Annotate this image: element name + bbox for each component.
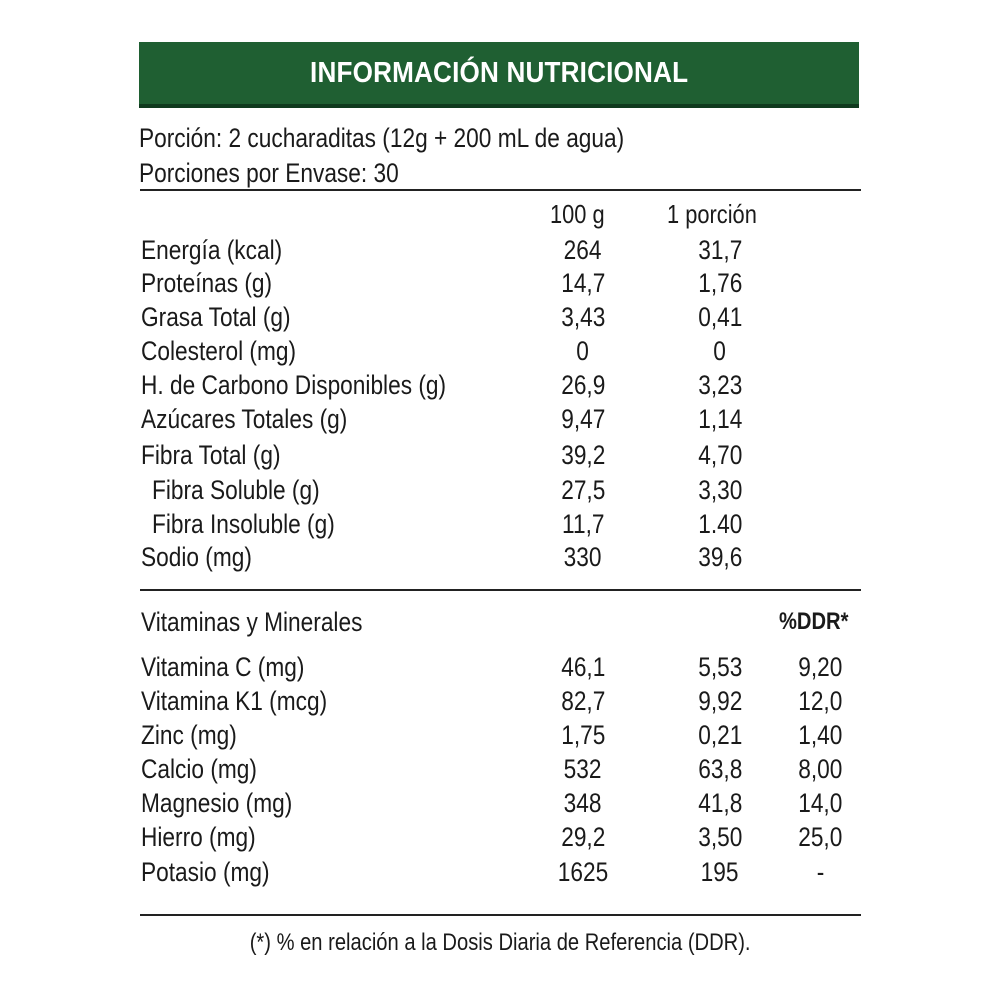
vitamins-section-title: [141, 606, 405, 638]
vitamin-value-100g-text: 532: [564, 754, 602, 784]
nutrient-row: [0, 301, 1000, 333]
vitamin-label: [141, 753, 279, 785]
vitamin-value-100g: [523, 685, 643, 717]
vitamin-value-100g-text: 82,7: [560, 686, 606, 716]
nutrient-value-portion: [660, 234, 780, 266]
nutrient-value-portion-text: 1,14: [697, 404, 743, 434]
vitamin-label: [141, 856, 294, 888]
vitamin-value-portion-text: 9,92: [697, 686, 743, 716]
nutrient-value-100g: [523, 541, 643, 573]
column-header-100g-text: 100 g: [550, 199, 606, 229]
nutrient-label-text: Energía (kcal): [141, 235, 283, 265]
vitamin-label: [141, 821, 278, 853]
nutrient-value-100g: [523, 403, 643, 435]
nutrient-value-portion: [660, 439, 780, 471]
nutrient-label: [141, 541, 273, 573]
nutrient-value-portion-text: 3,30: [697, 475, 743, 505]
vitamin-label-text: Vitamina C (mg): [141, 652, 305, 682]
nutrient-label-text: Fibra Soluble (g): [152, 475, 320, 505]
nutrient-label-text: Sodio (mg): [141, 542, 252, 572]
vitamin-value-ddr: [760, 719, 880, 751]
nutrient-value-100g-text: 14,7: [560, 268, 606, 298]
vitamin-row: [0, 719, 1000, 751]
nutrient-label-text: Fibra Total (g): [141, 440, 281, 470]
nutrient-label: [141, 439, 307, 471]
vitamin-row: [0, 787, 1000, 819]
nutrient-value-portion-text: 4,70: [697, 440, 743, 470]
servings-per-container-text: Porciones por Envase: 30: [139, 158, 399, 188]
nutrient-row: [0, 403, 1000, 435]
nutrient-value-100g: [523, 474, 643, 506]
nutrient-label: [141, 301, 319, 333]
nutrient-row: [0, 234, 1000, 266]
nutrient-label: [141, 267, 297, 299]
vitamin-value-100g: [523, 787, 643, 819]
vitamin-value-ddr-text: -: [816, 857, 824, 887]
vitamin-value-ddr: [760, 856, 880, 888]
nutrient-value-portion: [660, 403, 780, 435]
vitamin-value-ddr-text: 8,00: [797, 754, 843, 784]
nutrient-value-portion-text: 39,6: [697, 542, 743, 572]
column-header-portion-text: 1 porción: [666, 199, 757, 229]
nutrient-value-100g: [523, 301, 643, 333]
vitamin-value-ddr: [760, 753, 880, 785]
nutrient-label-text: Proteínas (g): [141, 268, 273, 298]
vitamin-value-ddr: [760, 651, 880, 683]
nutrient-row: [0, 335, 1000, 367]
ddr-column-header: [760, 606, 880, 638]
nutrient-value-100g: [523, 369, 643, 401]
vitamin-label: [141, 719, 255, 751]
vitamin-value-100g-text: 46,1: [560, 652, 606, 682]
vitamin-row: [0, 753, 1000, 785]
nutrient-value-100g-text: 0: [576, 336, 590, 366]
vitamin-value-100g-text: 1625: [557, 857, 609, 887]
nutrient-value-100g: [523, 267, 643, 299]
nutrient-label: [141, 403, 387, 435]
vitamin-label-text: Hierro (mg): [141, 822, 256, 852]
nutrient-value-portion-text: 3,23: [697, 370, 743, 400]
vitamin-label-text: Zinc (mg): [141, 720, 237, 750]
vitamin-value-100g: [523, 821, 643, 853]
nutrition-header-bar: [139, 42, 859, 108]
vitamin-value-100g-text: 1,75: [560, 720, 606, 750]
vitamin-row: [0, 856, 1000, 888]
vitamin-value-ddr-text: 25,0: [797, 822, 843, 852]
vitamin-row: [0, 685, 1000, 717]
nutrient-value-portion-text: 0,41: [697, 302, 743, 332]
vitamin-value-portion-text: 5,53: [697, 652, 743, 682]
vitamin-value-100g-text: 348: [564, 788, 602, 818]
nutrient-value-100g-text: 26,9: [560, 370, 606, 400]
nutrient-value-portion-text: 1.40: [697, 509, 743, 539]
nutrient-value-portion-text: 1,76: [697, 268, 743, 298]
nutrient-label-text: H. de Carbono Disponibles (g): [141, 370, 447, 400]
nutrient-value-100g-text: 3,43: [560, 302, 606, 332]
vitamin-value-portion-text: 195: [701, 857, 739, 887]
nutrient-value-portion-text: 31,7: [697, 235, 743, 265]
nutrient-value-100g: [523, 439, 643, 471]
nutrient-value-portion: [660, 508, 780, 540]
nutrient-value-100g: [523, 508, 643, 540]
nutrient-row: [0, 474, 1000, 506]
nutrient-value-100g-text: 11,7: [561, 509, 605, 539]
vitamin-value-ddr-text: 9,20: [797, 652, 843, 682]
vitamin-value-ddr: [760, 685, 880, 717]
vitamin-value-100g: [523, 651, 643, 683]
vitamin-value-portion-text: 41,8: [697, 788, 743, 818]
nutrient-row: [0, 541, 1000, 573]
nutrient-value-100g-text: 264: [564, 235, 602, 265]
nutrient-value-portion: [660, 541, 780, 573]
vitamin-label-text: Calcio (mg): [141, 754, 257, 784]
vitamin-value-ddr: [760, 787, 880, 819]
nutrient-row: [0, 369, 1000, 401]
nutrient-label-text: Azúcares Totales (g): [141, 404, 348, 434]
vitamin-label-text: Potasio (mg): [141, 857, 270, 887]
nutrient-label: [141, 335, 326, 367]
nutrient-value-100g-text: 39,2: [560, 440, 606, 470]
nutrient-value-portion: [660, 369, 780, 401]
vitamin-label: [141, 651, 336, 683]
footnote: [0, 928, 1000, 958]
divider-bottom: [140, 914, 861, 916]
nutrient-value-100g-text: 9,47: [560, 404, 606, 434]
nutrient-value-portion: [660, 267, 780, 299]
vitamin-value-100g: [523, 719, 643, 751]
vitamin-value-100g: [523, 753, 643, 785]
nutrient-label-text: Grasa Total (g): [141, 302, 291, 332]
vitamin-value-portion-text: 63,8: [697, 754, 743, 784]
nutrient-value-portion: [660, 301, 780, 333]
vitamin-row: [0, 821, 1000, 853]
vitamin-value-portion-text: 3,50: [697, 822, 743, 852]
serving-size-line: [139, 123, 717, 153]
nutrient-value-100g-text: 27,5: [560, 475, 606, 505]
column-header-100g: [523, 199, 643, 229]
vitamin-label: [141, 787, 321, 819]
nutrient-value-100g-text: 330: [564, 542, 602, 572]
vitamin-label-text: Vitamina K1 (mcg): [141, 686, 328, 716]
nutrient-label: [152, 474, 352, 506]
vitamin-row: [0, 651, 1000, 683]
vitamin-label: [141, 685, 363, 717]
vitamin-value-ddr-text: 1,40: [797, 720, 843, 750]
vitamin-value-ddr-text: 14,0: [797, 788, 843, 818]
footnote-text: (*) % en relación a la Dosis Diaria de Referencia (DDR).: [249, 929, 751, 956]
ddr-column-header-text: %DDR*: [778, 608, 849, 635]
vitamin-value-ddr: [760, 821, 880, 853]
vitamin-value-100g-text: 29,2: [560, 822, 606, 852]
nutrient-label: [141, 369, 504, 401]
nutrient-label: [141, 234, 309, 266]
nutrient-row: [0, 508, 1000, 540]
column-header-portion: [650, 199, 790, 229]
vitamin-value-portion-text: 0,21: [697, 720, 743, 750]
vitamin-value-ddr-text: 12,0: [797, 686, 843, 716]
servings-per-container-line: [139, 158, 448, 188]
nutrient-row: [0, 267, 1000, 299]
divider-top: [140, 189, 861, 191]
divider-middle: [140, 589, 861, 591]
vitamins-section-title-text: Vitaminas y Minerales: [141, 607, 363, 637]
nutrition-title: INFORMACIÓN NUTRICIONAL: [309, 56, 689, 89]
nutrient-row: [0, 439, 1000, 471]
nutrient-value-portion: [660, 474, 780, 506]
vitamin-label-text: Magnesio (mg): [141, 788, 293, 818]
nutrient-label-text: Fibra Insoluble (g): [152, 509, 335, 539]
nutrient-label: [152, 508, 370, 540]
serving-size-text: Porción: 2 cucharaditas (12g + 200 mL de agua): [139, 123, 625, 153]
nutrient-value-100g: [523, 234, 643, 266]
nutrient-value-portion-text: 0: [713, 336, 727, 366]
nutrient-value-100g: [523, 335, 643, 367]
nutrient-value-portion: [660, 335, 780, 367]
nutrient-label-text: Colesterol (mg): [141, 336, 297, 366]
vitamin-value-100g: [523, 856, 643, 888]
